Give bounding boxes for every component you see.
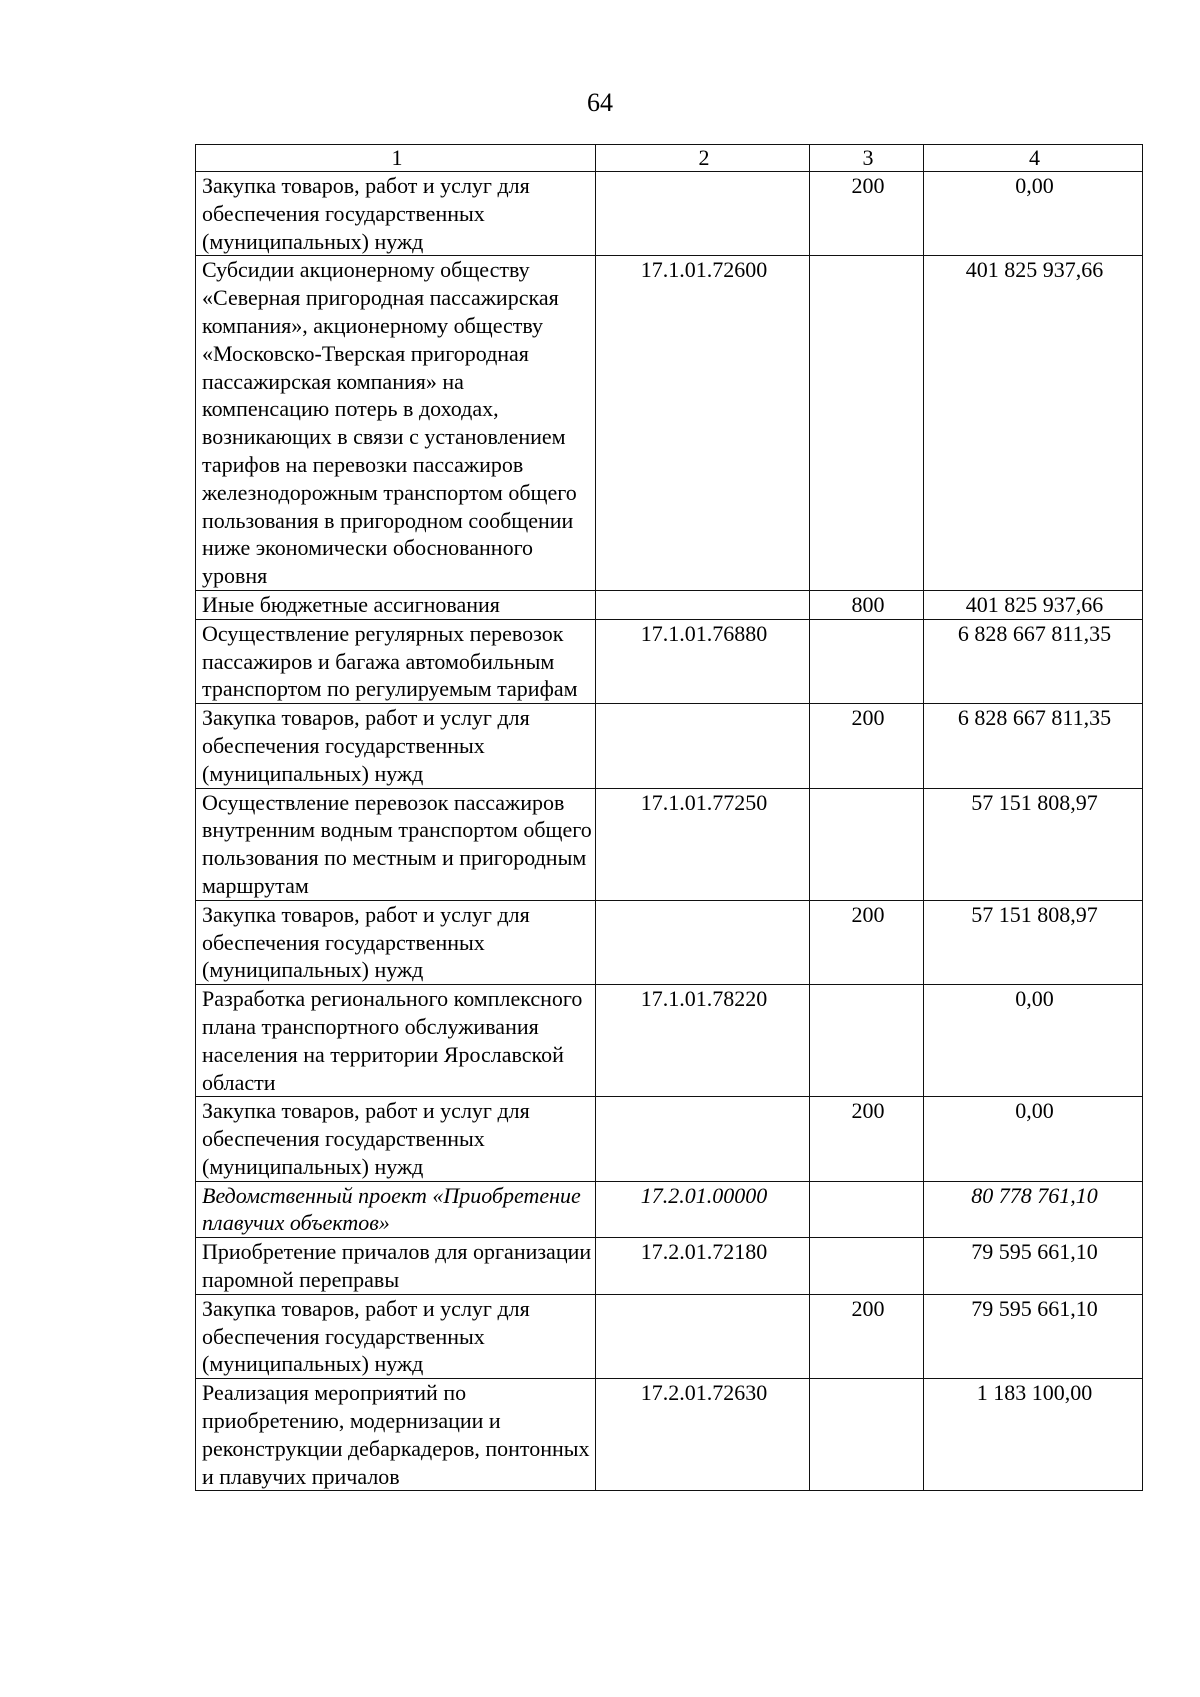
cell-amount: 79 595 661,10	[924, 1294, 1143, 1378]
table-row	[196, 172, 1143, 256]
cell-amount: 401 825 937,66	[924, 590, 1143, 619]
cell-code: 17.2.01.72180	[596, 1238, 810, 1295]
cell-amount: 80 778 761,10	[924, 1181, 1143, 1238]
cell-code: 17.2.01.72630	[596, 1379, 810, 1491]
page-number: 64	[587, 88, 613, 117]
table-row	[196, 619, 1143, 703]
cell-code	[596, 1294, 810, 1378]
cell-amount: 1 183 100,00	[924, 1379, 1143, 1491]
cell-name: Реализация мероприятий по приобретению, модернизации и реконструкции дебаркадеров, понтонных и плавучих причалов	[196, 1379, 596, 1491]
table-row	[196, 788, 1143, 900]
cell-code	[596, 1097, 810, 1181]
cell-name: Закупка товаров, работ и услуг для обеспечения государственных (муниципальных) нужд	[196, 1294, 596, 1378]
cell-name: Разработка регионального комплексного плана транспортного обслуживания населения на территории Ярославской области	[196, 985, 596, 1097]
cell-name: Осуществление регулярных перевозок пассажиров и багажа автомобильным транспортом по регулируемым тарифам	[196, 619, 596, 703]
cell-code	[596, 172, 810, 256]
cell-amount: 6 828 667 811,35	[924, 704, 1143, 788]
cell-expense-type: 200	[810, 1097, 924, 1181]
cell-amount: 6 828 667 811,35	[924, 619, 1143, 703]
column-header-4: 4	[924, 145, 1143, 172]
table-row	[196, 1238, 1143, 1295]
table-row	[196, 1097, 1143, 1181]
cell-expense-type	[810, 256, 924, 591]
cell-expense-type	[810, 619, 924, 703]
cell-name: Ведомственный проект «Приобретение плавучих объектов»	[196, 1181, 596, 1238]
cell-amount: 0,00	[924, 1097, 1143, 1181]
column-header-1: 1	[196, 145, 596, 172]
table-row	[196, 900, 1143, 984]
cell-code: 17.1.01.76880	[596, 619, 810, 703]
cell-code	[596, 900, 810, 984]
cell-name: Субсидии акционерному обществу «Северная пригородная пассажирская компания», акционерному обществу «Московско-Тверская пригородная пассажирская компания» на компенсацию потерь в доходах, возникающих в связи с установлением тарифов на перевозки пассажиров железнодорожным транспортом общего пользования в пригородном сообщении ниже экономически обоснованного уровня	[196, 256, 596, 591]
table-row	[196, 985, 1143, 1097]
budget-table	[195, 144, 1143, 1491]
cell-amount: 0,00	[924, 985, 1143, 1097]
cell-amount: 57 151 808,97	[924, 900, 1143, 984]
cell-name: Закупка товаров, работ и услуг для обеспечения государственных (муниципальных) нужд	[196, 172, 596, 256]
column-header-2: 2	[596, 145, 810, 172]
table-row	[196, 1181, 1143, 1238]
cell-name: Закупка товаров, работ и услуг для обеспечения государственных (муниципальных) нужд	[196, 704, 596, 788]
cell-amount: 401 825 937,66	[924, 256, 1143, 591]
cell-name: Закупка товаров, работ и услуг для обеспечения государственных (муниципальных) нужд	[196, 900, 596, 984]
table-body	[196, 172, 1143, 1491]
cell-expense-type: 800	[810, 590, 924, 619]
cell-code: 17.1.01.78220	[596, 985, 810, 1097]
table-row	[196, 1379, 1143, 1491]
cell-code	[596, 590, 810, 619]
table-row	[196, 256, 1143, 591]
cell-expense-type	[810, 788, 924, 900]
cell-amount: 79 595 661,10	[924, 1238, 1143, 1295]
table-header-row	[196, 145, 1143, 172]
cell-expense-type: 200	[810, 1294, 924, 1378]
cell-name: Иные бюджетные ассигнования	[196, 590, 596, 619]
cell-name: Закупка товаров, работ и услуг для обеспечения государственных (муниципальных) нужд	[196, 1097, 596, 1181]
cell-name: Приобретение причалов для организации паромной переправы	[196, 1238, 596, 1295]
cell-expense-type	[810, 1181, 924, 1238]
cell-code: 17.1.01.72600	[596, 256, 810, 591]
cell-expense-type: 200	[810, 704, 924, 788]
cell-name: Осуществление перевозок пассажиров внутренним водным транспортом общего пользования по местным и пригородным маршрутам	[196, 788, 596, 900]
cell-expense-type: 200	[810, 172, 924, 256]
cell-expense-type	[810, 1238, 924, 1295]
cell-expense-type	[810, 985, 924, 1097]
cell-expense-type	[810, 1379, 924, 1491]
table-row	[196, 1294, 1143, 1378]
cell-expense-type: 200	[810, 900, 924, 984]
cell-amount: 57 151 808,97	[924, 788, 1143, 900]
cell-amount: 0,00	[924, 172, 1143, 256]
column-header-3: 3	[810, 145, 924, 172]
table-row	[196, 704, 1143, 788]
cell-code: 17.1.01.77250	[596, 788, 810, 900]
cell-code	[596, 704, 810, 788]
table-row	[196, 590, 1143, 619]
cell-code: 17.2.01.00000	[596, 1181, 810, 1238]
